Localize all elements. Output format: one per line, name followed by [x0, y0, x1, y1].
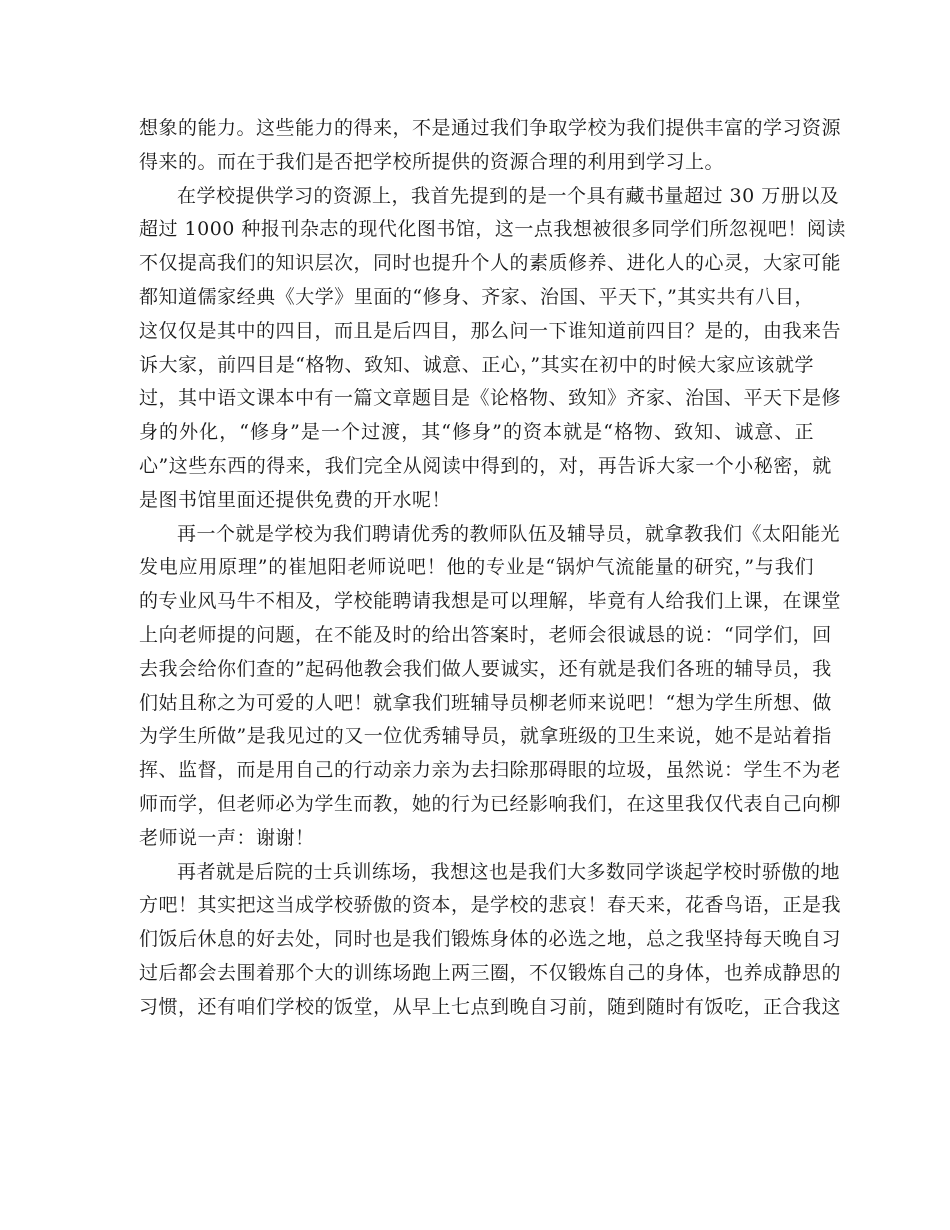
text-line: 的专业风马牛不相及，学校能聘请我想是可以理解，毕竟有人给我们上课，在课堂	[139, 590, 842, 613]
text-line: 心”这些东西的得来，我们完全从阅读中得到的，对，再告诉大家一个小秘密，就	[139, 454, 832, 477]
text-line: 方吧！其实把这当成学校骄傲的资本，是学校的悲哀！春天来，花香鸟语，正是我	[139, 894, 842, 917]
text-line: 挥、监督，而是用自己的行动亲力亲为去扫除那碍眼的垃圾，虽然说：学生不为老	[139, 759, 842, 782]
text-line: 得来的。而在于我们是否把学校所提供的资源合理的利用到学习上。	[139, 150, 725, 173]
text-line: 超过 1000 种报刊杂志的现代化图书馆，这一点我想被很多同学们所忽视吧！阅读	[139, 218, 846, 241]
text-line: 这仅仅是其中的四目，而且是后四目，那么问一下谁知道前四目？是的，由我来告	[139, 319, 842, 342]
text-line: 习惯，还有咱们学校的饭堂，从早上七点到晚自习前，随到随时有饭吃，正合我这	[139, 995, 842, 1018]
text-line: 诉大家，前四目是“格物、致知、诚意、正心，”其实在初中的时候大家应该就学	[139, 353, 814, 376]
text-line: 过后都会去围着那个大的训练场跑上两三圈，不仅锻炼自己的身体，也养成静思的	[139, 961, 842, 984]
text-line: 不仅提高我们的知识层次，同时也提升个人的素质修养、进化人的心灵，大家可能	[139, 252, 842, 275]
text-line: 想象的能力。这些能力的得来，不是通过我们争取学校为我们提供丰富的学习资源	[139, 117, 842, 139]
text-line: 们姑且称之为可爱的人吧！就拿我们班辅导员柳老师来说吧！“想为学生所想、做	[139, 691, 832, 714]
text-line: 们饭后休息的好去处，同时也是我们锻炼身体的必选之地，总之我坚持每天晚自习	[139, 928, 842, 951]
text-line: 师而学，但老师必为学生而教，她的行为已经影响我们，在这里我仅代表自己向柳	[139, 792, 842, 815]
paragraph-first-line: 再一个就是学校为我们聘请优秀的教师队伍及辅导员，就拿教我们《太阳能光	[177, 522, 841, 545]
text-line: 老师说一声：谢谢！	[139, 826, 315, 849]
paragraph-first-line: 再者就是后院的士兵训练场，我想这也是我们大多数同学谈起学校时骄傲的地	[177, 860, 841, 883]
text-line: 去我会给你们查的”起码他教会我们做人要诚实，还有就是我们各班的辅导员，我	[139, 657, 832, 680]
text-line: 为学生所做”是我见过的又一位优秀辅导员，就拿班级的卫生来说，她不是站着指	[139, 725, 832, 748]
text-line: 是图书馆里面还提供免费的开水呢！	[139, 488, 452, 511]
body-text	[139, 112, 846, 1025]
text-line: 上向老师提的问题，在不能及时的给出答案时，老师会很诚恳的说：“同学们，回	[139, 623, 832, 646]
paragraph-first-line: 在学校提供学习的资源上，我首先提到的是一个具有藏书量超过 30 万册以及	[177, 184, 840, 207]
text-line: 过，其中语文课本中有一篇文章题目是《论格物、致知》齐家、治国、平天下是修	[139, 387, 842, 410]
text-line: 都知道儒家经典《大学》里面的“修身、齐家、治国、平天下，”其实共有八目，	[139, 285, 814, 308]
text-line: 身的外化，“修身”是一个过渡，其“修身”的资本就是“格物、致知、诚意、正	[139, 421, 814, 444]
text-line: 发电应用原理”的崔旭阳老师说吧！他的专业是“锅炉气流能量的研究，”与我们	[139, 556, 814, 579]
